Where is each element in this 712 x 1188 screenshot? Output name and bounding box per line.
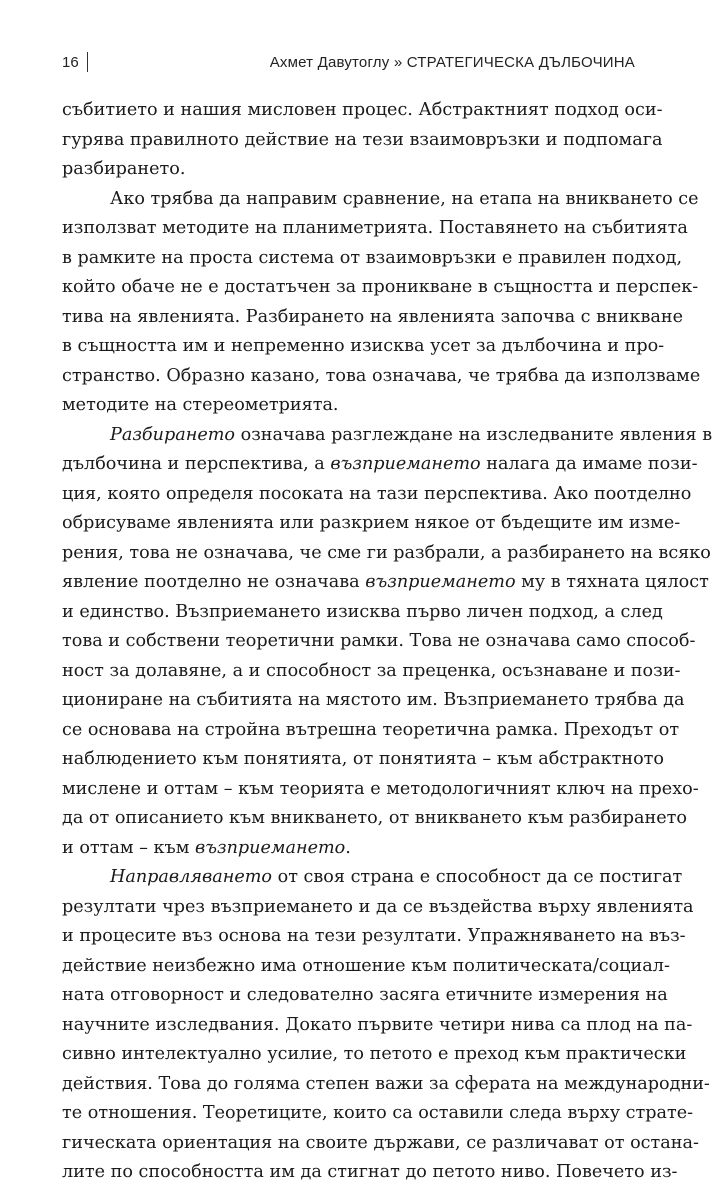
italic-term: възприемането — [330, 454, 481, 474]
text-line: се основава на стройна вътрешна теоретична рамка. Преходът от — [62, 719, 680, 740]
text-line: в същността им и непременно изисква усет за дълбочина и про- — [62, 336, 665, 356]
text-line: резултати чрез възприемането и да се въздейства върху явленията — [62, 896, 694, 917]
text-line: събитието и нашия мисловен процес. Абстрактният подход оси- — [62, 100, 663, 120]
text-line: ност за долавяне, а и способност за преценка, осъзнаване и пози- — [62, 660, 681, 681]
text-line: дълбочина и перспектива, а възприемането налага да имаме пози- — [62, 454, 698, 474]
italic-term: възприемането — [195, 837, 346, 858]
paragraph-3 — [62, 421, 712, 864]
text-line: действие неизбежно има отношение към политическата/социал- — [62, 955, 670, 976]
italic-term: Направляването — [110, 867, 273, 887]
text-line: гурява правилното действие на тези взаимовръзки и подпомага — [62, 129, 663, 150]
page-number-block — [62, 52, 88, 72]
text-line: ната отговорност и следователно засяга етичните измерения на — [62, 985, 668, 1005]
text-line: Ако трябва да направим сравнение, на етапа на вникването се — [110, 188, 699, 209]
text-line: това и собствени теоретични рамки. Това не означава само способ- — [62, 631, 696, 651]
text-line: използват методите на планиметрията. Поставянето на събитията — [62, 218, 688, 238]
text-line: странство. Образно казано, това означава, че трябва да използваме — [62, 365, 701, 386]
italic-term: Разбирането — [110, 424, 236, 445]
text-line: мислене и оттам – към теорията е методологичният ключ на прехо- — [62, 778, 699, 799]
text-line: наблюдението към понятията, от понятията – към абстрактното — [62, 749, 664, 769]
text-line: обрисуваме явленията или разкрием някое от бъдещите им изме- — [62, 513, 681, 533]
page-header — [62, 50, 635, 74]
text-line: Направляването от своя страна е способност да се постигат — [110, 867, 683, 887]
paragraph-2 — [62, 185, 701, 421]
paragraph-4 — [62, 863, 710, 1188]
text-line: тива на явленията. Разбирането на явленията започва с вникване — [62, 306, 683, 327]
text-line: явление поотделно не означава възприемането му в тяхната цялост — [62, 572, 709, 592]
text-line: който обаче не е достатъчен за проникване в същността и перспек- — [62, 277, 699, 297]
running-head: Ахмет Давутоглу » СТРАТЕГИЧЕСКА ДЪЛБОЧИНА — [269, 53, 635, 71]
italic-term: възприемането — [365, 572, 516, 592]
text-line: сивно интелектуално усилие, то петото е преход към практически — [62, 1044, 687, 1064]
text-line: действия. Това до голяма степен важи за сферата на международни- — [62, 1073, 710, 1094]
text-line: рения, това не означава, че сме ги разбрали, а разбирането на всяко — [62, 542, 711, 563]
text-line: ция, която определя посоката на тази перспектива. Ако поотделно — [62, 483, 692, 504]
text-line: и процесите въз основа на тези резултати. Упражняването на въз- — [62, 926, 686, 946]
page-body — [62, 96, 712, 1188]
text-line: разбирането. — [62, 159, 186, 179]
header-separator — [87, 52, 88, 72]
text-line: лите по способността им да стигнат до петото ниво. Повечето из- — [62, 1162, 678, 1182]
page-number: 16 — [62, 53, 79, 71]
text-line: методите на стереометрията. — [62, 395, 339, 415]
text-line: научните изследвания. Докато първите четири нива са плод на па- — [62, 1014, 693, 1035]
text-line: Разбирането означава разглеждане на изследваните явления в — [110, 424, 712, 445]
text-line: те отношения. Теоретиците, които са оставили следа върху страте- — [62, 1103, 694, 1123]
paragraph-1 — [62, 96, 663, 185]
text-line: гическата ориентация на своите държави, се различават от остана- — [62, 1132, 699, 1153]
text-line: и оттам – към възприемането. — [62, 837, 351, 858]
text-line: да от описанието към вникването, от вникването към разбирането — [62, 808, 687, 828]
text-line: и единство. Възприемането изисква първо личен подход, а след — [62, 601, 663, 622]
text-line: в рамките на проста система от взаимовръзки е правилен подход, — [62, 247, 683, 268]
text-line: циониране на събитията на мястото им. Възприемането трябва да — [62, 690, 685, 710]
